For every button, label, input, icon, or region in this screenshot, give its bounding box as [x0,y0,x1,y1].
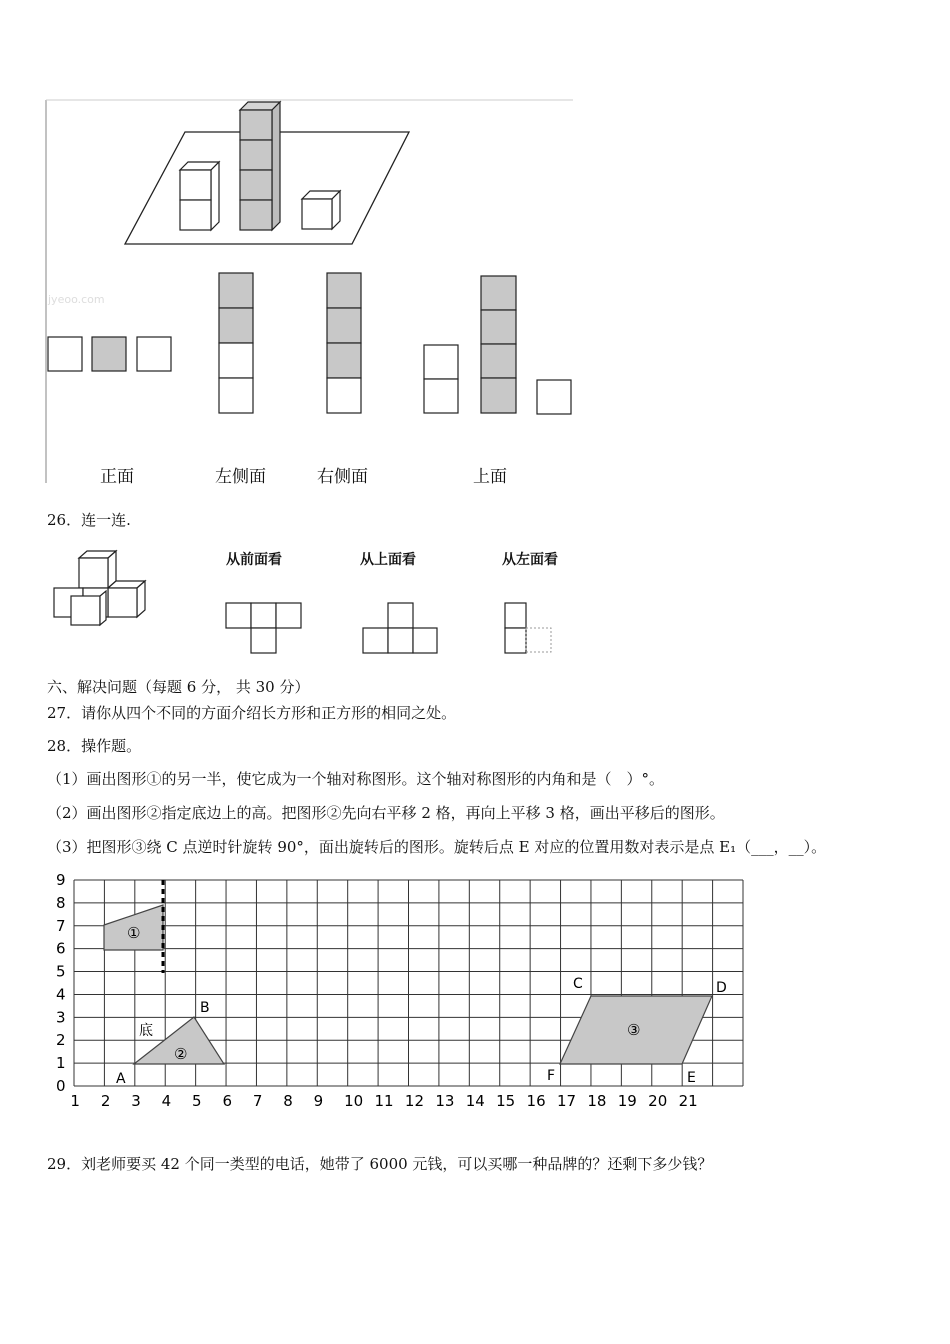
point-label-b: B [200,1000,210,1016]
point-label-d: D [716,980,727,996]
q26-label-front-view: 从前面看 [226,552,282,568]
q29-text: 29．刘老师要买 42 个同一类型的电话，她带了 6000 元钱，可以买哪一种品牌的？还剩下多少钱？ [47,1155,713,1173]
x-axis-label: 6 [222,1092,233,1110]
point-label-e: E [687,1070,696,1086]
x-axis-label: 15 [496,1092,516,1110]
q26-title: 26．连一连. [47,511,131,529]
x-axis-label: 9 [313,1092,324,1110]
y-axis-label: 8 [56,893,66,912]
y-axis-label: 2 [56,1031,66,1050]
x-axis-label: 8 [283,1092,293,1110]
y-axis-label: 0 [56,1077,66,1095]
point-label-c: C [573,976,583,992]
x-axis-label: 17 [556,1092,577,1110]
shape-label-3: ③ [627,1021,641,1039]
q28-part-3: （3）把图形③绕 C 点逆时针旋转 90°，面出旋转后的图形。旋转后点 E 对应的位置用数对表示是点 E₁（___，__）。 [47,838,827,856]
top-view [424,276,571,414]
x-axis-label: 7 [252,1092,263,1110]
point-label-f: F [547,1068,556,1084]
watermark: jyeoo.com [48,293,105,306]
view-label-right-side: 右侧面 [317,467,368,487]
y-axis-label: 3 [56,1008,66,1027]
q26-solid-figure [48,548,148,630]
x-axis-label: 14 [465,1092,485,1110]
x-axis-label: 3 [131,1092,141,1110]
y-axis-label: 4 [56,985,66,1004]
q28-part-2: （2）画出图形②指定底边上的高。把图形②先向右平移 2 格，再向上平移 3 格，画出平移后的图形。 [47,804,725,822]
q26-label-top-view: 从上面看 [360,552,416,568]
front-view [48,337,171,371]
cube-stack-center [240,102,280,230]
y-axis-label: 7 [56,916,66,935]
base-label: 底 [139,1023,153,1039]
q26-label-left-view: 从左面看 [502,552,558,568]
y-axis-label: 5 [56,962,66,981]
cube-single-right [302,191,340,229]
x-axis-labels [70,1092,697,1110]
shape-label-2: ② [174,1045,188,1063]
view-label-left-side: 左侧面 [215,467,266,487]
view-label-top: 上面 [473,467,507,487]
q28-part-1: （1）画出图形①的另一半，使它成为一个轴对称图形。这个轴对称图形的内角和是（ ）°。 [47,770,665,788]
x-axis-label: 10 [344,1092,364,1110]
x-axis-label: 18 [587,1092,607,1110]
q27-text: 27．请你从四个不同的方面介绍长方形和正方形的相同之处。 [47,704,457,722]
x-axis-label: 16 [526,1092,546,1110]
y-axis-label: 1 [56,1054,66,1073]
point-label-a: A [116,1071,126,1087]
x-axis-label: 1 [70,1092,80,1110]
x-axis-label: 11 [374,1092,394,1110]
x-axis-label: 19 [617,1092,637,1110]
cube-stack-left [180,162,219,230]
cube-views-figure [40,95,580,490]
x-axis-label: 5 [192,1092,202,1110]
q28-title: 28．操作题。 [47,737,142,755]
section-6-title: 六、解决问题（每题 6 分， 共 30 分） [47,678,310,696]
q26-view-shapes [220,595,560,657]
left-side-view [219,273,253,413]
view-label-front: 正面 [100,467,134,487]
y-axis-label: 9 [56,871,66,889]
x-axis-label: 4 [161,1092,172,1110]
y-axis-label: 6 [56,939,66,958]
coordinate-grid [40,868,770,1118]
y-axis-labels [56,871,66,1095]
x-axis-label: 12 [404,1092,425,1110]
right-side-view [327,273,361,413]
x-axis-label: 21 [678,1092,698,1110]
x-axis-label: 13 [435,1092,455,1110]
x-axis-label: 2 [100,1092,111,1110]
x-axis-label: 20 [648,1092,668,1110]
shape-label-1: ① [127,924,141,942]
